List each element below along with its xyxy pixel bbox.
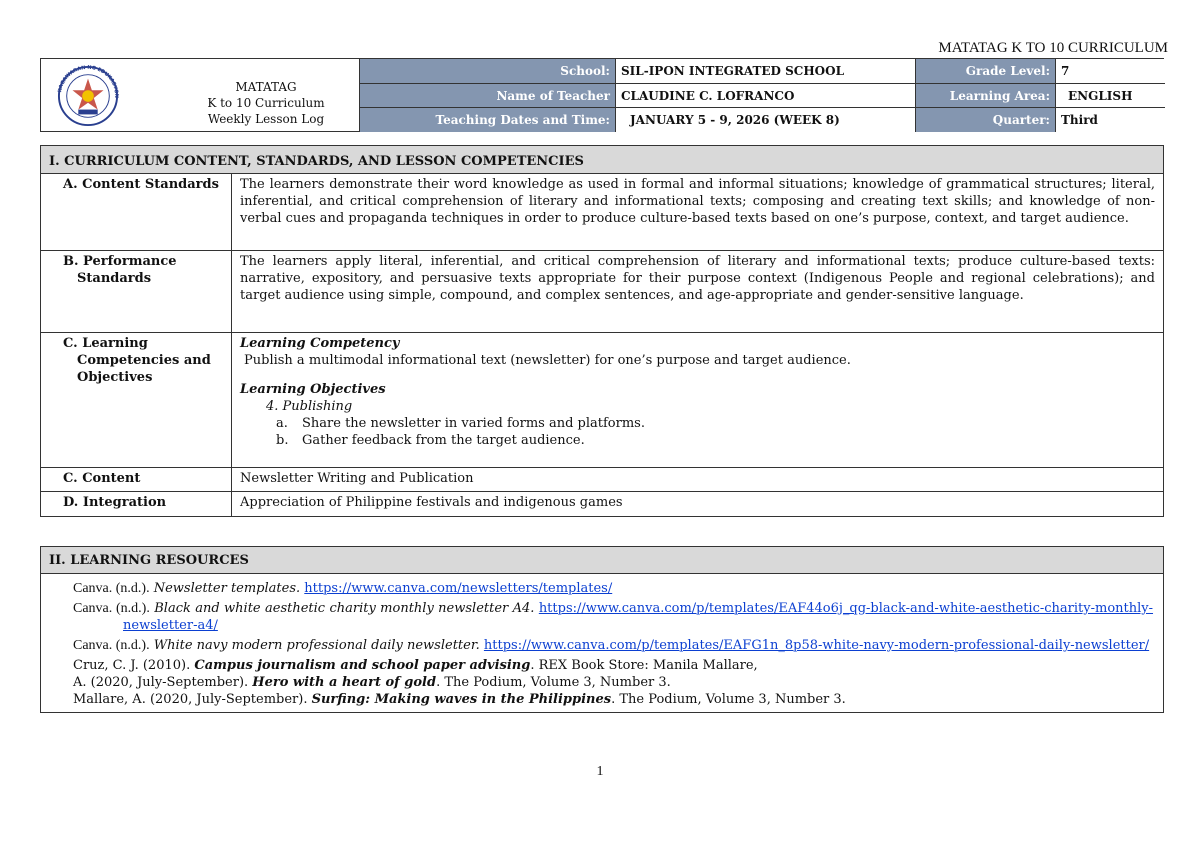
integration-label: D. Integration <box>41 492 232 516</box>
deped-seal-icon <box>49 65 127 127</box>
content-standards-label: A. Content Standards <box>41 174 232 250</box>
competencies-label: C. Learning Competencies and Objectives <box>41 333 232 467</box>
grade-label: Grade Level: <box>915 59 1055 83</box>
content-row <box>41 468 1163 492</box>
objective-sub: 4. Publishing <box>266 399 353 414</box>
competency-text: Publish a multimodal informational text (newsletter) for one’s purpose and target audience. <box>244 353 851 368</box>
teacher-label: Name of Teacher <box>359 84 615 108</box>
teacher-value: CLAUDINE C. LOFRANCO <box>615 84 915 108</box>
header-info-grid <box>359 59 1165 131</box>
section-2-title: II. LEARNING RESOURCES <box>41 547 1163 574</box>
integration-text: Appreciation of Philippine festivals and indigenous games <box>240 495 623 510</box>
dates-value: JANUARY 5 - 9, 2026 (WEEK 8) <box>615 108 915 132</box>
reference-5: A. (2020, July-September). Hero with a heart of gold. The Podium, Volume 3, Number 3. <box>73 675 671 690</box>
performance-standards-text: The learners apply literal, inferential, and critical comprehension of literary and informational texts; produce culture-based texts: narrative, expository, and persuasive texts appropriate for their purpose context (Indigenous People and regional celebrations); and target audience using simple, compound, and complex sentences, and age-appropriate and gender-sensitive language. <box>240 254 1155 303</box>
objective-b: b. Gather feedback from the target audience. <box>276 433 585 448</box>
content-standards-row <box>41 174 1163 251</box>
lesson-log-header <box>40 58 1164 132</box>
competency-heading: Learning Competency <box>240 336 400 351</box>
content-text: Newsletter Writing and Publication <box>240 471 474 486</box>
objective-a: a. Share the newsletter in varied forms and platforms. <box>276 416 645 431</box>
content-label: C. Content <box>41 468 232 491</box>
grade-value: 7 <box>1055 59 1165 83</box>
learning-resources-section <box>40 546 1164 713</box>
svg-text:KAGAWARAN NG EDUKASYON: KAGAWARAN NG EDUKASYON <box>57 65 120 98</box>
reference-3: Canva. (n.d.). White navy modern professional daily newsletter. https://www.canva.com/p/templates/EAFG1n_8p58-white-navy-modern-professional-daily-newsletter/ <box>73 638 1150 653</box>
curriculum-section <box>40 145 1164 517</box>
school-value: SIL-IPON INTEGRATED SCHOOL <box>615 59 915 83</box>
dates-label: Teaching Dates and Time: <box>359 108 615 132</box>
school-label: School: <box>359 59 615 83</box>
reference-3-link[interactable]: https://www.canva.com/p/templates/EAFG1n_8p58-white-navy-modern-professional-daily-newsletter/ <box>483 638 1150 653</box>
curriculum-label: MATATAG K TO 10 CURRICULUM <box>938 40 1168 56</box>
logo-line-2: K to 10 Curriculum <box>207 96 325 110</box>
page-number: 1 <box>596 764 604 779</box>
logo-text <box>166 79 366 127</box>
competencies-text <box>232 333 1163 467</box>
integration-row <box>41 492 1163 516</box>
reference-4: Cruz, C. J. (2010). Campus journalism and school paper advising. REX Book Store: Manila Mallare, <box>73 658 758 673</box>
references-list <box>41 574 1163 712</box>
reference-6: Mallare, A. (2020, July-September). Surfing: Making waves in the Philippines. The Podium, Volume 3, Number 3. <box>73 692 846 707</box>
quarter-label: Quarter: <box>915 108 1055 132</box>
reference-2: Canva. (n.d.). Black and white aesthetic charity monthly newsletter A4. https://www.canva.com/p/templates/EAF44o6j_qg-black-and-white-aesthetic-charity-monthly-newsletter-a4/ <box>73 601 1154 633</box>
logo-line-3: Weekly Lesson Log <box>207 112 325 126</box>
reference-1: Canva. (n.d.). Newsletter templates. https://www.canva.com/newsletters/templates/ <box>73 581 613 596</box>
competencies-row <box>41 333 1163 468</box>
performance-standards-row <box>41 251 1163 333</box>
reference-2-link[interactable]: https://www.canva.com/p/templates/EAF44o6j_qg-black-and-white-aesthetic-charity-monthly-newsletter-a4/ <box>123 601 1154 633</box>
objectives-heading: Learning Objectives <box>240 382 386 397</box>
learning-area-label: Learning Area: <box>915 84 1055 108</box>
section-1-title: I. CURRICULUM CONTENT, STANDARDS, AND LESSON COMPETENCIES <box>41 146 1163 174</box>
quarter-value: Third <box>1055 108 1165 132</box>
content-standards-text: The learners demonstrate their word knowledge as used in formal and informal situations; knowledge of grammatical structures; literal, inferential, and critical comprehension of literary and informational texts; composing and creating text skills; and knowledge of non-verbal cues and propaganda techniques in order to produce culture-based texts based on one’s purpose, context, and target audience. <box>240 177 1155 226</box>
learning-area-value: ENGLISH <box>1055 84 1165 108</box>
performance-standards-label: B. Performance Standards <box>41 251 232 332</box>
logo-line-1: MATATAG <box>235 80 297 94</box>
reference-1-link[interactable]: https://www.canva.com/newsletters/templates/ <box>304 581 613 596</box>
